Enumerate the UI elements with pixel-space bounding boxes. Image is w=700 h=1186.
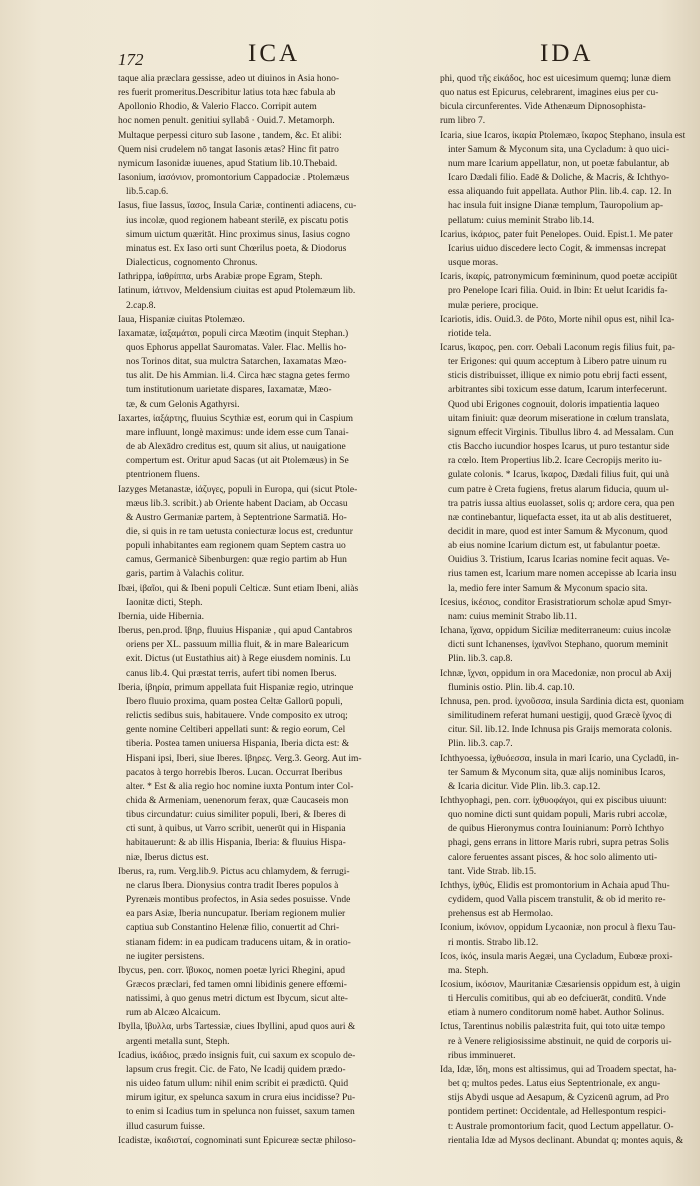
dictionary-entry: Icarus, ἴκαρος, pen. corr. Oebali Laconum regis filius fuit, pa- ter Erigones: qui quum acceptum à Libero patre uinum ru sticis distribuisset, illique ex nimio potu ebrij facti essent, arbitrantes sibi toxicum esse datum, Icarum interfecerunt. Quod ubi Erigones cognouit, doloris impatientia laqueo uitam finiuit: quæ deorum miseratione in cœlum translata, signum effecit Virginis. Tibullus libro 4. ad Messalam. Cun ctis Baccho iucundior hospes Icarus, ut puro testantur side ra cœlo. Item Propertius lib.2. Icare Cecropijs merito iu- gulate colonis. * Icarus, ἴκαρος, Dædali filius fuit, qui unà cum patre è Creta fugiens, fretus alarum fiducia, quum ul- tra patris iussa altius euolasset, solis q; ardore cera, qua pen næ continebantur, liquefacta esset, ita ut ab alis destitueret, decidit in mare, quod est inter Samum & Myconum, quod ab eius nomine Icarium dictum est, ut fabulantur poetæ. Ouidius 3. Tristium, Icarus Icarias nomine fecit aquas. Ve- rius tamen est, Icarium mare nomen accepisse ab Icaria insu la, medio fere inter Samum & Myconum spacio sita. <box>440 342 677 594</box>
dictionary-entry: Icadius, ἰκάδιος, prædo insignis fuit, cui saxum ex scopulo de- lapsum crus fregit. Cic. de Fato, Ne Icadij quidem prædo- nis uideo fatum ullum: nihil enim scribit ei prædictū. Quid mirum igitur, ex spelunca saxum in crura eius incidisse? Pu- to enim si Icadius tum in spelunca non fuisset, saxum tamen illud casurum fuisse. <box>118 1050 356 1132</box>
dictionary-entry: Ictus, Tarentinus nobilis palæstrita fuit, qui toto uitæ tempo re à Venere religiosissime abstinuit, ne quid de corporis ui- ribus imminueret. <box>440 1022 672 1061</box>
running-header <box>118 40 686 68</box>
dictionary-entry: Iberus, pen.prod. ἴβηρ, fluuius Hispaniæ , qui apud Cantabros oriens per XL. passuum millia fluit, & in mare Balearicum exit. Dictus (ut Eustathius ait) à Rege eiusdem nominis. Lu canus lib.4. Qui præstat terris, aufert tibi nomen Iberus. <box>118 626 353 679</box>
dictionary-entry: taque alia præclara gessisse, adeo ut diuinos in Asia hono- res fuerit promeritus.Describitur latius tota hæc fabula ab Apollonio Rhodio, & Valerio Flacco. Corripit autem hoc nomen penult. genitiui syllabâ · Ouid.7. Metamorph. Multaque perpessi cituro sub Iasone , tandem, &c. Et alibi: Quem nisi crudelem nō tangat Iasonis ætas? Hinc fit patro nymicum Iasonidæ iuuenes, apud Statium lib.10.Thebaid. <box>118 74 342 169</box>
dictionary-entry: Iaxartes, ἰαξάρτης, fluuius Scythiæ est, eorum qui in Caspium mare influunt, longè maximus: unde idem esse cum Tanai- de ab Alexādro creditus est, quum sit alius, ut nauigatione compertum est. Oritur apud Sacas (ut ait Ptolemæus) in Se ptentrionem fluens. <box>118 413 354 481</box>
dictionary-entry: Icarius, ἰκάριος, pater fuit Penelopes. Ouid. Epist.1. Me pater Icarius uiduo discedere lecto Cogit, & immensas increpat usque moras. <box>440 229 673 269</box>
dictionary-entry: Iaua, Hispaniæ ciuitas Ptolemæo. <box>118 314 245 325</box>
dictionary-entry: Ichthyoessa, ἰχθυόεσσα, insula in mari Icario, una Cycladū, in- ter Samum & Myconum sita, quæ alijs nominibus Icaros, & Icaria dicitur. Vide Plin. lib.3. cap.12. <box>440 753 679 792</box>
dictionary-entry: Ibylla, ἴβυλλα, urbs Tartessiæ, ciues Ibyllini, apud quos auri & argenti metalla sunt, Steph. <box>118 1022 356 1047</box>
dictionary-entry: Ida, Idæ, ἴδη, mons est altissimus, qui ad Troadem spectat, ha- bet q; multos pedes. Latus eius Septentrionale, ex angu- stijs Abydi usque ad Aesapum, & Cyzicenū agrum, ad Pro pontidem pertinet: Occidentale, ad Hellespontum respici- t: Australe promontorium facit, quod Lectum appellatur. O- rientalia Idæ ad Mysos declinant. Abundat q; montes aquis, & <box>440 1064 684 1146</box>
dictionary-entry: Ibycus, pen. corr. ἴβυκος, nomen poetæ lyrici Rhegini, apud Græcos præclari, fed tamen omni libidinis genere effœmi- natissimi, à quo genus metri dictum est Ibycum, sicut alte- rum ab Alcæo Alcaicum. <box>118 965 348 1019</box>
dictionary-entry: Iathrippa, ἰαθρίππα, urbs Arabiæ prope Egram, Steph. <box>118 272 323 283</box>
dictionary-entry: Iazyges Metanastæ, ἰάζυγες, populi in Europa, qui (sicut Ptole- mæus lib.3. scribit.) ab Oriente habent Daciam, ab Occasu & Austro Germaniæ partem, à Septentrione Sarmatiā. Ho- die, si quis in re tam uetusta coniecturæ locus est, creduntur populi inhabitantes eam regionem quam Septem castra uo camus, Germanicè Sibenburgen: quæ regio partim ab Hun garis, partim à Valachis colitur. <box>118 484 358 580</box>
dictionary-entry: Ibæi, ἰβαῖοι, qui & Ibeni populi Celticæ. Sunt etiam Ibeni, aliàs Iaonitæ dicti, Steph. <box>118 583 359 608</box>
right-column <box>440 72 686 1148</box>
dictionary-entry: Ichnusa, pen. prod. ἰχνοῦσσα, insula Sardinia dicta est, quoniam similitudinem referat humani uestigij, quod Græcè ἴχνος di citur. Sil. lib.12. Inde Ichnusa pis Graijs memorata colonis. Plin. lib.3. cap.7. <box>440 696 684 750</box>
dictionary-entry: Icos, ἰκός, insula maris Aegæi, una Cycladum, Eubœæ proxi- ma. Steph. <box>440 951 673 976</box>
dictionary-entry: Ichana, ἴχανα, oppidum Siciliæ mediterraneum: cuius incolæ dicti sunt Ichanenses, ἰχανῖνοι Stephano, quorum meminit Plin. lib.3. cap.8. <box>440 626 671 665</box>
dictionary-entry: Icesius, ἰκέσιος, conditor Erasistratiorum scholæ apud Smyr- nam: cuius meminit Strabo lib.11. <box>440 597 672 622</box>
dictionary-entry: Ichthyophagi, pen. corr. ἰχθυοφάγοι, qui ex piscibus uiuunt: quo nomine dicti sunt quidam populi, Maris rubri accolæ, de quibus Hieronymus contra Iouinianum: Porrò Ichthyo phagi, gens errans in littore Maris rubri, supra petras Solis calore feruentes assant pisces, & hoc solo alimento uti- tant. Vide Strab. lib.15. <box>440 795 669 877</box>
dictionary-entry: Iconium, ἰκόνιον, oppidum Lycaoniæ, non procul à flexu Tau- ri montis. Strabo lib.12. <box>440 923 676 948</box>
page-number: 172 <box>118 50 144 69</box>
dictionary-entry: Icosium, ἰκόσιον, Mauritaniæ Cæsariensis oppidum est, à uigin ti Herculis comitibus, qui ab eo defciuerāt, conditū. Vnde etiam à numero conditorum nomē habet. Author Solinus. <box>440 980 681 1019</box>
dictionary-entry: Ichthys, ἰχθύς, Elidis est promontorium in Achaia apud Thu- cydidem, quod Valla piscem transtulit, & ob id merito re- prehensus est ab Hermolao. <box>440 880 670 920</box>
dictionary-entry: Ichnæ, ἴχναι, oppidum in ora Macedoniæ, non procul ab Axij fluminis ostio. Plin. lib.4. cap.10. <box>440 668 672 693</box>
dictionary-entry: Iberus, ra, rum. Verg.lib.9. Pictus acu chlamydem, & ferrugi- ne clarus Ibera. Dionysius contra tradit Iberes populos à Pyrenæis montibus profectos, in Asia sedes posuisse. Vnde ea pars Asiæ, Iberia nuncupatur. Iberiam regionem mulier captiua sub Constantino Helenæ filio, conuertit ad Chri- stianam fidem: in ea pudicam traducens uitam, & in oratio- ne iugiter persistens. <box>118 866 351 962</box>
left-running-head: ICA <box>248 40 301 67</box>
right-running-head: IDA <box>540 40 594 67</box>
dictionary-entry: Iasonium, ἰασόνιον, promontorium Cappadociæ . Ptolemæus lib.5.cap.6. <box>118 173 350 198</box>
dictionary-entry: Ibernia, uide Hibernia. <box>118 611 204 622</box>
dictionary-entry: Icariotis, idis. Ouid.3. de Pōto, Morte nihil opus est, nihil Ica- riotide tela. <box>440 314 675 339</box>
dictionary-entry: Icaris, ἰκαρίς, patronymicum fœmininum, quod poetæ accipiūt pro Penelope Icari filia. Ouid. in Ibin: Et uelut Icaridis fa- mulæ periere, procique. <box>440 272 678 311</box>
dictionary-entry: Iatinum, ἰάτινον, Meldensium ciuitas est apud Ptolemæum lib. 2.cap.8. <box>118 286 356 311</box>
dictionary-entry: Icaria, siue Icaros, ἰκαρία Ptolemæo, ἴκαρος Stephano, insula est inter Samum & Myconum sita, una Cycladum: à quo uici- num mare Icarium appellatur, non, ut poetæ fabulantur, ab Icaro Dædali filio. Eadē & Doliche, & Macris, & Ichthyo- essa aliquando fuit appellata. Author Plin. lib.4. cap. 12. In hac insula fuit insigne Dianæ templum, Tauropolium ap- pellatum: cuius meminit Strabo lib.14. <box>440 130 686 226</box>
left-column <box>118 72 416 1148</box>
dictionary-entry: Icadistæ, ἰκαδισταί, cognominati sunt Epicureæ sectæ philoso- <box>118 1135 356 1146</box>
dictionary-entry: Iasus, fiue Iassus, ἴασος, Insula Cariæ, continenti adiacens, cu- ius incolæ, quod regionem habeant sterilē, ex piscatu potis simum uictum quæritāt. Hinc proximus sinus, Iasius cogno minatus est. Ex Iaso orti sunt Chœrilus poeta, & Diodorus Dialecticus, cognomento Chronus. <box>118 201 357 269</box>
dictionary-entry: Iaxamatæ, ἰαξαμάται, populi circa Mæotim (inquit Stephan.) quos Ephorus appellat Sauromatas. Valer. Flac. Mellis ho- nos Torinos ditat, sua mulctra Satarchen, Iaxamatas Mæo- tus alit. De his Ammian. li.4. Circa hæc stagna getes fermo tum institutionum uarietate dispares, Iaxamatæ, Mæo- tæ, & cum Gelonis Agathyrsi. <box>118 328 350 410</box>
dictionary-entry: Iberia, ἰβηρία, primum appellata fuit Hispaniæ regio, utrinque Ibero fluuio proxima, quam postea Celtæ Gallorū populi, relictis sedibus suis, habitauere. Vnde composito ex utroq; gente nomine Celtiberi appellati sunt: & regio eorum, Cel tiberia. Postea tamen uniuersa Hispania, Iberia dicta est: & Hispani ipsi, Iberi, siue Iberes. ἴβηρες. Verg.3. Georg. Aut im- pacatos à tergo horrebis Iberos. Lucan. Occurrat Iberibus alter. * Est & alia regio hoc nomine iuxta Pontum inter Col- chida & Armeniam, uenenorum ferax, quæ Caucaseis mon tibus circundatur: cuius similiter populi, Iberi, & Iberes di cti sunt, à quibus, ut Varro scribit, uenerūt qui in Hispania habitauerunt: & ab illis Hispania, Iberia: & fluuius Hispa- niæ, Iberus dictus est. <box>118 682 362 863</box>
dictionary-entry: phi, quod τῆς εἰκάδος, hoc est uicesimum quemq; lunæ diem quo natus est Epicurus, celebrarent, imagines eius per cu- bicula circunferentes. Vide Athenæum Dipnosophista- rum libro 7. <box>440 74 671 127</box>
